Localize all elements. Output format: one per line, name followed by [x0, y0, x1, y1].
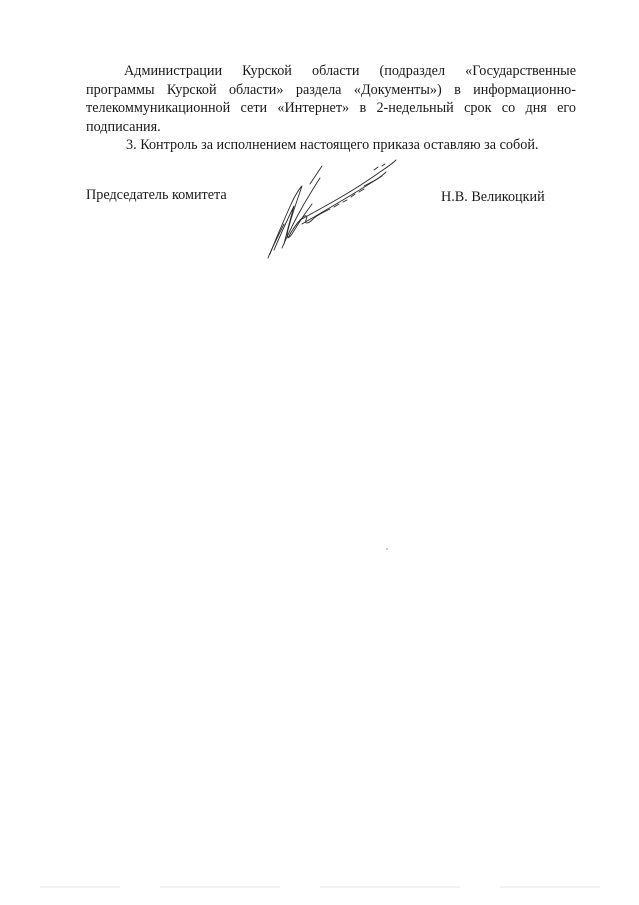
paragraph-line: телекоммуникационной сети «Интернет» в 2-недельный срок со дня его: [86, 100, 576, 116]
scan-edge-noise: [40, 884, 600, 890]
paragraph-line: подписания.: [86, 118, 161, 135]
document-body: [86, 62, 576, 155]
paragraph-line: Администрации Курской области (подраздел «Государственные: [124, 63, 576, 79]
scan-speck: [386, 548, 388, 550]
signatory-name: Н.В. Великоцкий: [441, 189, 545, 205]
signatory-title: Председатель комитета: [86, 187, 227, 203]
handwritten-signature: [262, 150, 412, 260]
paragraph-line: программы Курской области» раздела «Документы») в информационно-: [86, 81, 576, 98]
paragraph-control: 3. Контроль за исполнением настоящего приказа оставляю за собой.: [126, 137, 539, 153]
paragraph-publication: [86, 62, 576, 136]
